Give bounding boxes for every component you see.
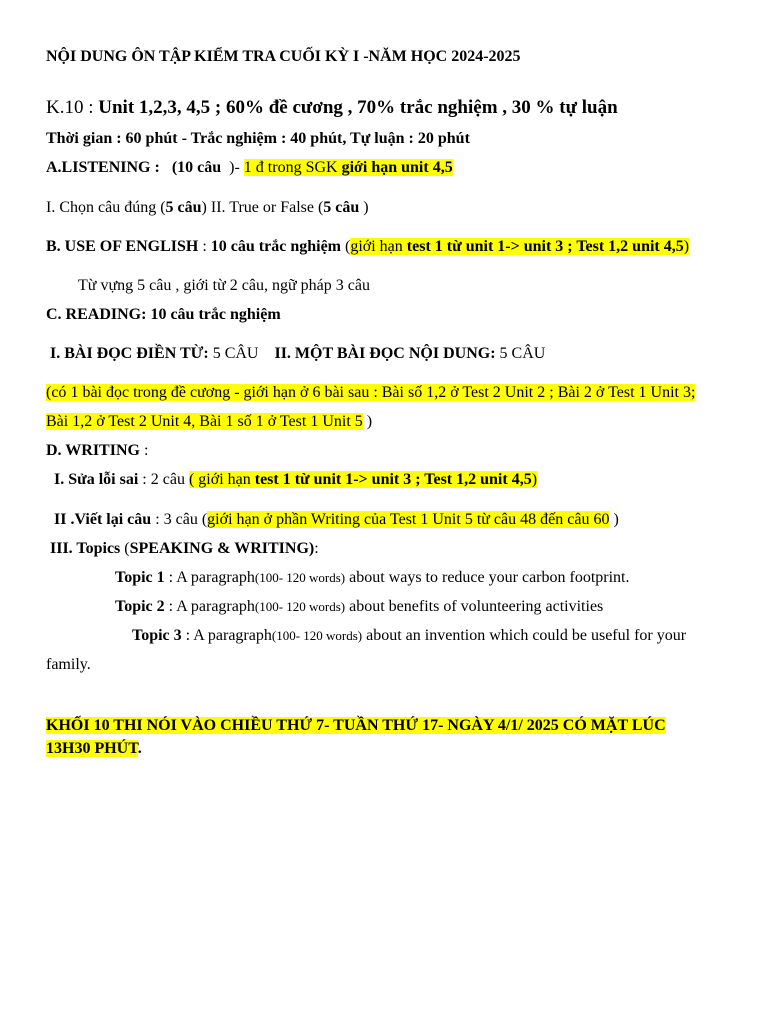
listening-part2-count: 5 câu [323,199,360,216]
reading-note-text1: 1 bài đọc trong đề cương - giới hạn ở 6 bài sau : Bài số 1,2 ở Test 2 Unit 2 ; Bài 2 ở Test 1 Unit 3; [70,384,696,401]
speaking-notice-end: . [137,740,142,757]
speaking-notice-line1 [46,716,666,736]
use-of-english-count: 10 câu trắc nghiệm [210,238,341,255]
k10-grade: K.10 [46,97,84,118]
writing-s1-scope-a: ( giới hạn [188,471,255,488]
vocab-breakdown: Từ vựng 5 câu , giới từ 2 câu, ngữ pháp 3 câu [78,277,370,294]
k10-sep: : [83,97,99,118]
reading-parts [50,344,545,364]
listening-count: (10 câu [171,159,222,176]
reading-part2-count: 5 CÂU [495,345,546,362]
listening-part2-label: ) II. True or False ( [201,199,324,216]
listening-sep: )- [229,159,240,176]
topic-3 [132,626,686,646]
speaking-notice-text2: 13H30 PHÚT [46,740,138,757]
reading-note-text2: Bài 1,2 ở Test 2 Unit 4, Bài 1 số 1 ở Test 1 Unit 5 [46,413,363,430]
reading-note-line2 [46,412,372,432]
reading-note-open: (có [46,384,71,401]
listening-parts [46,198,369,218]
time-info: Thời gian : 60 phút - Trắc nghiệm : 40 phút, Tự luận : 20 phút [46,130,470,147]
listening-heading [46,158,453,178]
use-of-english-title: B. USE OF ENGLISH [46,238,199,255]
listening-scope-a: 1 đ trong SGK [243,159,338,176]
topic-1-label: Topic 1 [115,569,165,586]
topic-3-words: (100- 120 words) [271,628,363,643]
topic-2-text: about benefits of volunteering activities [345,598,604,615]
writing-heading [46,441,148,461]
writing-s3-skills: SPEAKING & WRITING) [129,540,315,557]
writing-section3 [50,539,319,559]
topic-2 [115,597,603,617]
topic-3-type: : A paragraph [181,627,272,644]
writing-s2-count: : 3 câu ( [151,511,208,528]
doc-title: NỘI DUNG ÔN TẬP KIỂM TRA CUỐI KỲ I -NĂM HỌC 2024-2025 [46,48,521,65]
topic-1 [115,568,629,588]
use-of-english-close: ) [683,238,690,255]
writing-s1-count: : 2 câu [138,471,189,488]
writing-s1-scope-close: ) [531,471,538,488]
speaking-notice-text1: KHỐI 10 THI NÓI VÀO CHIỀU THỨ 7- TUẦN THỨ 17- NGÀY 4/1/ 2025 CÓ MẶT LÚC [46,717,666,734]
writing-section2 [54,510,619,530]
reading-note-line1 [46,383,695,403]
topic-3-label: Topic 3 [132,627,182,644]
reading-heading: C. READING: 10 câu trắc nghiệm [46,306,281,323]
writing-s1-scope-b: test 1 từ unit 1-> unit 3 ; Test 1,2 unit 4,5 [254,471,532,488]
writing-colon: : [139,442,149,459]
writing-s3-label: III. Topics [50,540,121,557]
use-of-english-colon: : [198,238,211,255]
topic-1-text: about ways to reduce your carbon footprint. [345,569,630,586]
listening-part1-count: 5 câu [165,199,202,216]
writing-s3-open: ( [120,540,130,557]
use-of-english-heading [46,237,689,257]
k10-summary [46,96,618,120]
listening-part1-label: I. Chọn câu đúng ( [46,199,166,216]
reading-part1-label: I. BÀI ĐỌC ĐIỀN TỪ: [50,345,209,362]
topic-2-type: : A paragraph [164,598,255,615]
topic-1-type: : A paragraph [164,569,255,586]
listening-scope-b: giới hạn unit 4,5 [341,159,453,176]
listening-part2-close: ) [359,199,369,216]
reading-part2-label: II. MỘT BÀI ĐỌC NỘI DUNG: [274,345,496,362]
topic-3-text: about an invention which could be useful for your [362,627,687,644]
writing-section1 [54,470,537,490]
listening-title: A.LISTENING : [46,159,160,176]
topic-3-continued: family. [46,656,91,673]
writing-s2-close: ) [609,511,619,528]
use-of-english-scope-a: giới hạn [350,238,407,255]
k10-summary-text: Unit 1,2,3, 4,5 ; 60% đề cương , 70% trắc nghiệm , 30 % tự luận [98,97,618,118]
writing-s2-label: II .Viết lại câu [54,511,152,528]
reading-note-close: ) [362,413,373,430]
topic-1-words: (100- 120 words) [254,570,346,585]
use-of-english-scope-b: test 1 từ unit 1-> unit 3 ; Test 1,2 unit 4,5 [406,238,684,255]
topic-2-label: Topic 2 [115,598,165,615]
writing-s2-scope: giới hạn ở phần Writing của Test 1 Unit 5 từ câu 48 đến câu 60 [207,511,610,528]
writing-s1-label: I. Sửa lỗi sai [54,471,139,488]
speaking-notice-line2 [46,739,142,759]
topic-2-words: (100- 120 words) [254,599,346,614]
reading-part1-count: 5 CÂU [208,345,259,362]
use-of-english-open: ( [341,238,351,255]
writing-s3-colon: : [314,540,319,557]
writing-title: D. WRITING [46,442,140,459]
